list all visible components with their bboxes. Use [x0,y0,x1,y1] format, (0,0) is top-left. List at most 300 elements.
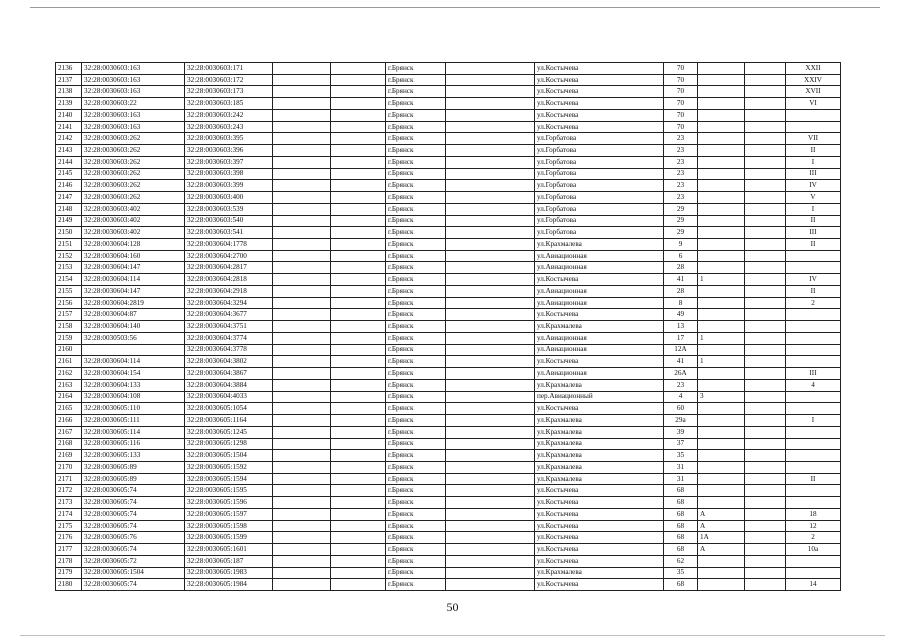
street-cell: ул.Костычева [535,274,664,286]
blank-column-c-cell [446,274,535,286]
table-row [56,321,841,333]
street-cell: ул.Крахмалева [535,321,664,333]
table-row [56,156,841,168]
blank-column-c-cell [446,368,535,380]
building-letter-cell: 3 [698,391,745,403]
blank-column-b-cell [331,379,386,391]
blank-column-b-cell [331,109,386,121]
blank-column-d-cell [745,156,786,168]
house-number-cell: 37 [664,438,698,450]
city-cell: г.Брянск [386,579,446,591]
table-row [56,109,841,121]
object-cadastral-number-cell: 32:28:0030604:3677 [185,309,273,321]
blank-column-b-cell [331,309,386,321]
blank-column-c-cell [446,567,535,579]
blank-column-b-cell [331,239,386,251]
street-cell: ул.Костычева [535,356,664,368]
building-letter-cell: 1 [698,274,745,286]
building-letter-cell [698,426,745,438]
blank-column-d-cell [745,133,786,145]
building-letter-cell [698,285,745,297]
row-number-cell: 2150 [56,227,82,239]
table-row [56,567,841,579]
blank-column-c-cell [446,555,535,567]
building-letter-cell [698,98,745,110]
house-number-cell: 23 [664,145,698,157]
building-letter-cell [698,555,745,567]
house-number-cell: 35 [664,567,698,579]
blank-column-d-cell [745,297,786,309]
object-cadastral-number-cell: 32:28:0030604:4033 [185,391,273,403]
table-row [56,520,841,532]
parcel-cadastral-number-cell: 32:28:0030603:262 [82,192,185,204]
blank-column-a-cell [273,379,331,391]
blank-column-d-cell [745,438,786,450]
city-cell: г.Брянск [386,109,446,121]
street-cell: ул.Горбатова [535,145,664,157]
house-number-cell: 41 [664,356,698,368]
blank-column-a-cell [273,356,331,368]
object-cadastral-number-cell: 32:28:0030605:1298 [185,438,273,450]
blank-column-d-cell [745,74,786,86]
blank-column-a-cell [273,192,331,204]
premises-number-cell: III [786,227,841,239]
table-row [56,544,841,556]
parcel-cadastral-number-cell: 32:28:0030604:128 [82,239,185,251]
building-letter-cell [698,403,745,415]
blank-column-b-cell [331,332,386,344]
blank-column-b-cell [331,403,386,415]
object-cadastral-number-cell: 32:28:0030603:541 [185,227,273,239]
street-cell: ул.Крахмалева [535,426,664,438]
blank-column-d-cell [745,215,786,227]
street-cell: ул.Крахмалева [535,450,664,462]
table-row [56,555,841,567]
parcel-cadastral-number-cell: 32:28:0030604:140 [82,321,185,333]
blank-column-a-cell [273,344,331,356]
city-cell: г.Брянск [386,297,446,309]
premises-number-cell [786,344,841,356]
table-row [56,473,841,485]
building-letter-cell [698,168,745,180]
row-number-cell: 2164 [56,391,82,403]
city-cell: г.Брянск [386,227,446,239]
table-row [56,391,841,403]
table-row [56,497,841,509]
row-number-cell: 2174 [56,508,82,520]
blank-column-b-cell [331,274,386,286]
building-letter-cell [698,497,745,509]
parcel-cadastral-number-cell: 32:28:0030603:163 [82,74,185,86]
building-letter-cell [698,109,745,121]
blank-column-d-cell [745,227,786,239]
blank-column-b-cell [331,544,386,556]
table-row [56,508,841,520]
blank-column-a-cell [273,415,331,427]
parcel-cadastral-number-cell: 32:28:0030603:402 [82,227,185,239]
blank-column-d-cell [745,567,786,579]
object-cadastral-number-cell: 32:28:0030603:395 [185,133,273,145]
house-number-cell: 35 [664,450,698,462]
premises-number-cell: I [786,203,841,215]
row-number-cell: 2179 [56,567,82,579]
blank-column-a-cell [273,473,331,485]
blank-column-d-cell [745,109,786,121]
house-number-cell: 29 [664,227,698,239]
blank-column-b-cell [331,368,386,380]
building-letter-cell [698,461,745,473]
blank-column-b-cell [331,555,386,567]
object-cadastral-number-cell: 32:28:0030604:3751 [185,321,273,333]
blank-column-a-cell [273,332,331,344]
street-cell: ул.Горбатова [535,192,664,204]
row-number-cell: 2154 [56,274,82,286]
building-letter-cell [698,86,745,98]
blank-column-b-cell [331,461,386,473]
row-number-cell: 2139 [56,98,82,110]
blank-column-d-cell [745,391,786,403]
object-cadastral-number-cell: 32:28:0030603:171 [185,63,273,75]
premises-number-cell: XXII [786,63,841,75]
table-row [56,426,841,438]
building-letter-cell [698,239,745,251]
blank-column-c-cell [446,180,535,192]
building-letter-cell [698,121,745,133]
row-number-cell: 2161 [56,356,82,368]
table-row [56,63,841,75]
blank-column-b-cell [331,133,386,145]
blank-column-a-cell [273,532,331,544]
blank-column-d-cell [745,121,786,133]
premises-number-cell: 10а [786,544,841,556]
parcel-cadastral-number-cell: 32:28:0030605:110 [82,403,185,415]
house-number-cell: 62 [664,555,698,567]
blank-column-b-cell [331,497,386,509]
street-cell: ул.Костычева [535,309,664,321]
row-number-cell: 2149 [56,215,82,227]
parcel-cadastral-number-cell: 32:28:0030605:89 [82,473,185,485]
parcel-cadastral-number-cell: 32:28:0030604:108 [82,391,185,403]
blank-column-a-cell [273,497,331,509]
blank-column-c-cell [446,297,535,309]
parcel-cadastral-number-cell: 32:28:0030603:262 [82,156,185,168]
premises-number-cell [786,426,841,438]
blank-column-c-cell [446,473,535,485]
object-cadastral-number-cell: 32:28:0030605:1594 [185,473,273,485]
blank-column-d-cell [745,203,786,215]
premises-number-cell: V [786,192,841,204]
object-cadastral-number-cell: 32:28:0030603:539 [185,203,273,215]
city-cell: г.Брянск [386,438,446,450]
blank-column-b-cell [331,450,386,462]
row-number-cell: 2167 [56,426,82,438]
premises-number-cell: 14 [786,579,841,591]
city-cell: г.Брянск [386,461,446,473]
blank-column-d-cell [745,426,786,438]
house-number-cell: 9 [664,239,698,251]
blank-column-b-cell [331,532,386,544]
blank-column-a-cell [273,74,331,86]
blank-column-c-cell [446,520,535,532]
table-row [56,332,841,344]
row-number-cell: 2158 [56,321,82,333]
city-cell: г.Брянск [386,86,446,98]
blank-column-b-cell [331,508,386,520]
parcel-cadastral-number-cell: 32:28:0030604:154 [82,368,185,380]
blank-column-c-cell [446,133,535,145]
blank-column-b-cell [331,520,386,532]
blank-column-c-cell [446,508,535,520]
street-cell: ул.Авиационная [535,297,664,309]
object-cadastral-number-cell: 32:28:0030605:1595 [185,485,273,497]
premises-number-cell: 2 [786,297,841,309]
object-cadastral-number-cell: 32:28:0030605:1504 [185,450,273,462]
table-row [56,344,841,356]
street-cell: ул.Горбатова [535,215,664,227]
blank-column-d-cell [745,579,786,591]
house-number-cell: 39 [664,426,698,438]
house-number-cell: 6 [664,250,698,262]
table-row [56,145,841,157]
blank-column-a-cell [273,555,331,567]
parcel-cadastral-number-cell: 32:28:0030604:147 [82,285,185,297]
blank-column-b-cell [331,227,386,239]
row-number-cell: 2177 [56,544,82,556]
blank-column-d-cell [745,532,786,544]
row-number-cell: 2144 [56,156,82,168]
parcel-cadastral-number-cell: 32:28:0030603:262 [82,133,185,145]
object-cadastral-number-cell: 32:28:0030604:2918 [185,285,273,297]
city-cell: г.Брянск [386,192,446,204]
table-row [56,379,841,391]
parcel-cadastral-number-cell: 32:28:0030604:160 [82,250,185,262]
blank-column-c-cell [446,403,535,415]
street-cell: ул.Горбатова [535,227,664,239]
object-cadastral-number-cell: 32:28:0030604:2818 [185,274,273,286]
street-cell: ул.Крахмалева [535,415,664,427]
city-cell: г.Брянск [386,368,446,380]
blank-column-d-cell [745,262,786,274]
object-cadastral-number-cell: 32:28:0030603:397 [185,156,273,168]
blank-column-c-cell [446,227,535,239]
blank-column-d-cell [745,450,786,462]
blank-column-a-cell [273,215,331,227]
building-letter-cell: 1 [698,356,745,368]
blank-column-a-cell [273,63,331,75]
city-cell: г.Брянск [386,262,446,274]
premises-number-cell: XVII [786,86,841,98]
premises-number-cell [786,485,841,497]
blank-column-d-cell [745,344,786,356]
object-cadastral-number-cell: 32:28:0030604:3867 [185,368,273,380]
blank-column-a-cell [273,438,331,450]
row-number-cell: 2153 [56,262,82,274]
parcel-cadastral-number-cell: 32:28:0030603:22 [82,98,185,110]
house-number-cell: 23 [664,192,698,204]
blank-column-d-cell [745,239,786,251]
table-row [56,579,841,591]
city-cell: г.Брянск [386,121,446,133]
building-letter-cell [698,321,745,333]
blank-column-b-cell [331,285,386,297]
city-cell: г.Брянск [386,485,446,497]
street-cell: пер.Авиационный [535,391,664,403]
city-cell: г.Брянск [386,379,446,391]
house-number-cell: 68 [664,544,698,556]
premises-number-cell: IV [786,180,841,192]
parcel-cadastral-number-cell: 32:28:0030603:402 [82,215,185,227]
parcel-cadastral-number-cell: 32:28:0030603:163 [82,86,185,98]
blank-column-c-cell [446,391,535,403]
building-letter-cell [698,297,745,309]
house-number-cell: 70 [664,86,698,98]
house-number-cell: 12А [664,344,698,356]
premises-number-cell: II [786,215,841,227]
house-number-cell: 60 [664,403,698,415]
building-letter-cell [698,203,745,215]
object-cadastral-number-cell: 32:28:0030604:3774 [185,332,273,344]
blank-column-c-cell [446,239,535,251]
city-cell: г.Брянск [386,239,446,251]
premises-number-cell [786,555,841,567]
city-cell: г.Брянск [386,356,446,368]
city-cell: г.Брянск [386,285,446,297]
city-cell: г.Брянск [386,391,446,403]
table-row [56,532,841,544]
blank-column-a-cell [273,391,331,403]
city-cell: г.Брянск [386,274,446,286]
blank-column-c-cell [446,285,535,297]
object-cadastral-number-cell: 32:28:0030605:1598 [185,520,273,532]
house-number-cell: 31 [664,473,698,485]
row-number-cell: 2162 [56,368,82,380]
street-cell: ул.Костычева [535,544,664,556]
house-number-cell: 70 [664,109,698,121]
premises-number-cell [786,250,841,262]
blank-column-a-cell [273,579,331,591]
parcel-cadastral-number-cell: 32:28:0030605:74 [82,520,185,532]
table-row [56,403,841,415]
blank-column-b-cell [331,86,386,98]
blank-column-a-cell [273,309,331,321]
blank-column-c-cell [446,438,535,450]
table-row [56,86,841,98]
city-cell: г.Брянск [386,532,446,544]
parcel-cadastral-number-cell: 32:28:0030605:89 [82,461,185,473]
blank-column-d-cell [745,508,786,520]
blank-column-d-cell [745,461,786,473]
blank-column-d-cell [745,520,786,532]
city-cell: г.Брянск [386,426,446,438]
street-cell: ул.Авиационная [535,250,664,262]
row-number-cell: 2142 [56,133,82,145]
house-number-cell: 68 [664,532,698,544]
city-cell: г.Брянск [386,567,446,579]
row-number-cell: 2155 [56,285,82,297]
building-letter-cell [698,74,745,86]
street-cell: ул.Крахмалева [535,379,664,391]
premises-number-cell [786,461,841,473]
building-letter-cell: 1А [698,532,745,544]
house-number-cell: 23 [664,156,698,168]
blank-column-b-cell [331,567,386,579]
object-cadastral-number-cell: 32:28:0030605:1597 [185,508,273,520]
building-letter-cell [698,415,745,427]
object-cadastral-number-cell: 32:28:0030605:1592 [185,461,273,473]
blank-column-a-cell [273,250,331,262]
blank-column-a-cell [273,426,331,438]
blank-column-c-cell [446,168,535,180]
object-cadastral-number-cell: 32:28:0030604:3294 [185,297,273,309]
building-letter-cell: А [698,508,745,520]
blank-column-c-cell [446,415,535,427]
blank-column-b-cell [331,180,386,192]
parcel-cadastral-number-cell: 32:28:0030603:262 [82,145,185,157]
object-cadastral-number-cell: 32:28:0030603:185 [185,98,273,110]
city-cell: г.Брянск [386,508,446,520]
blank-column-c-cell [446,121,535,133]
city-cell: г.Брянск [386,74,446,86]
row-number-cell: 2159 [56,332,82,344]
object-cadastral-number-cell: 32:28:0030605:187 [185,555,273,567]
row-number-cell: 2140 [56,109,82,121]
blank-column-c-cell [446,145,535,157]
premises-number-cell: I [786,415,841,427]
parcel-cadastral-number-cell: 32:28:0030605:74 [82,579,185,591]
street-cell: ул.Авиационная [535,262,664,274]
building-letter-cell [698,438,745,450]
blank-column-d-cell [745,555,786,567]
city-cell: г.Брянск [386,180,446,192]
building-letter-cell [698,156,745,168]
premises-number-cell [786,109,841,121]
table-row [56,297,841,309]
blank-column-a-cell [273,274,331,286]
street-cell: ул.Крахмалева [535,239,664,251]
street-cell: ул.Костычева [535,74,664,86]
object-cadastral-number-cell: 32:28:0030603:243 [185,121,273,133]
object-cadastral-number-cell: 32:28:0030604:2700 [185,250,273,262]
house-number-cell: 70 [664,63,698,75]
row-number-cell: 2170 [56,461,82,473]
house-number-cell: 28 [664,285,698,297]
table-row [56,368,841,380]
blank-column-c-cell [446,461,535,473]
blank-column-a-cell [273,203,331,215]
building-letter-cell [698,262,745,274]
parcel-cadastral-number-cell: 32:28:0030605:111 [82,415,185,427]
blank-column-c-cell [446,321,535,333]
blank-column-d-cell [745,98,786,110]
blank-column-d-cell [745,309,786,321]
row-number-cell: 2151 [56,239,82,251]
blank-column-b-cell [331,98,386,110]
house-number-cell: 70 [664,74,698,86]
object-cadastral-number-cell: 32:28:0030603:399 [185,180,273,192]
blank-column-c-cell [446,192,535,204]
house-number-cell: 23 [664,379,698,391]
house-number-cell: 68 [664,520,698,532]
row-number-cell: 2137 [56,74,82,86]
row-number-cell: 2168 [56,438,82,450]
row-number-cell: 2176 [56,532,82,544]
city-cell: г.Брянск [386,156,446,168]
premises-number-cell: VI [786,98,841,110]
bottom-rule [20,635,885,636]
premises-number-cell: II [786,145,841,157]
blank-column-a-cell [273,86,331,98]
city-cell: г.Брянск [386,332,446,344]
